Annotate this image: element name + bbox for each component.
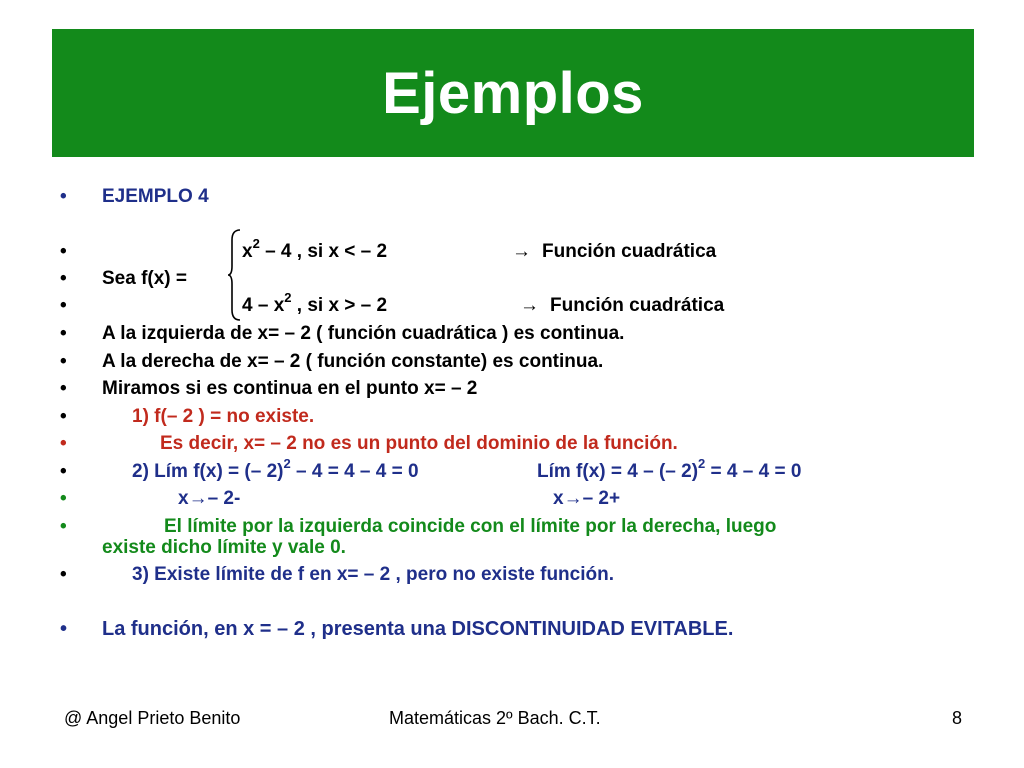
- left-limit-expression: 2) Lím f(x) = (– 2)$^2$ – 4 = 4 – 4 = 0: [132, 455, 419, 482]
- bullet: •: [60, 618, 68, 640]
- arrow-right-icon: →: [520, 295, 539, 316]
- arrow-right-icon: →: [188, 488, 208, 509]
- bullet: •: [60, 378, 67, 399]
- footer-author: @ Angel Prieto Benito: [64, 708, 241, 728]
- footer-course: Matemáticas 2º Bach. C.T.: [389, 708, 601, 728]
- right-approach: x→– 2+: [553, 488, 621, 509]
- bullet: •: [60, 406, 67, 427]
- conclusion-text: La función, en x = – 2 , presenta una DISCONTINUIDAD EVITABLE.: [102, 618, 734, 640]
- title-band: [52, 29, 974, 157]
- bullet-line-limit-conclusion: [60, 516, 960, 560]
- bullet: •: [60, 516, 67, 537]
- step-3-text: 3) Existe límite de f en x= – 2 , pero no existe función.: [132, 564, 615, 585]
- example-label: EJEMPLO 4: [102, 186, 209, 207]
- bullet: •: [60, 433, 67, 454]
- piece-2-note: Función cuadrática: [550, 295, 725, 316]
- arrow-right-icon: →: [563, 488, 583, 509]
- bullet: •: [60, 564, 67, 585]
- function-definition-label: Sea f(x) =: [102, 268, 188, 289]
- step-1-text: 1) f(– 2 ) = no existe.: [132, 406, 315, 427]
- limit-conclusion-text-2: existe dicho límite y vale 0.: [102, 537, 346, 558]
- bullet: •: [60, 351, 67, 372]
- piece-1-note: Función cuadrática: [542, 241, 717, 262]
- right-continuity-text: A la derecha de x= – 2 ( función constante) es continua.: [102, 351, 604, 372]
- slide-title: Ejemplos: [382, 60, 644, 126]
- footer-page-number: 8: [952, 708, 963, 728]
- bullet: •: [60, 323, 67, 344]
- bullet: •: [60, 295, 67, 316]
- check-point-text: Miramos si es continua en el punto x= – 2: [102, 378, 478, 399]
- bullet: •: [60, 268, 67, 289]
- right-limit-expression: Lím f(x) = 4 – (– 2)$^2$ = 4 – 4 = 0: [537, 455, 802, 482]
- limit-conclusion-text-1: El límite por la izquierda coincide con el límite por la derecha, luego: [164, 516, 777, 537]
- bullet: •: [60, 461, 67, 482]
- bullet: •: [60, 488, 67, 509]
- domain-note-text: Es decir, x= – 2 no es un punto del dominio de la función.: [160, 433, 678, 454]
- left-approach: x→– 2-: [178, 488, 241, 509]
- left-brace-icon: [228, 228, 242, 322]
- piece-2-expression: $4 - x^2$ , si x > – 2: [242, 289, 388, 316]
- piece-1-expression: $x^2 - 4$ , si x < – 2: [242, 235, 388, 262]
- bullet: •: [60, 241, 67, 262]
- arrow-right-icon: →: [512, 241, 531, 262]
- left-continuity-text: A la izquierda de x= – 2 ( función cuadrática ) es continua.: [102, 323, 625, 344]
- bullet: •: [60, 186, 67, 207]
